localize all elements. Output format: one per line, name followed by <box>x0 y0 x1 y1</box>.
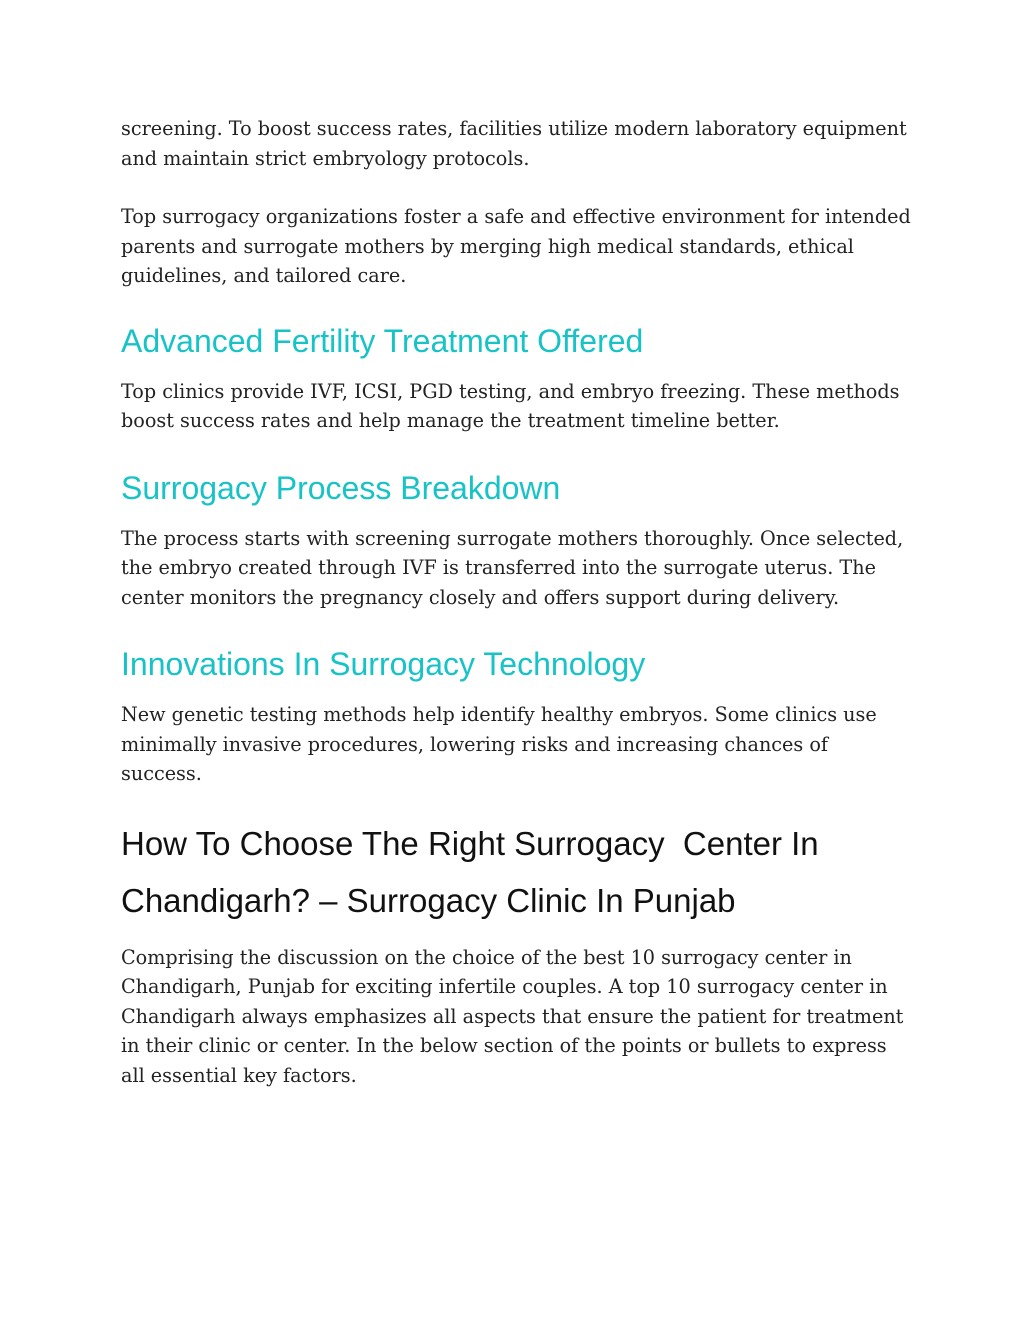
paragraph-innovations: New genetic testing methods help identify healthy embryos. Some clinics use minimally invasive procedures, lowering risks and increasing chances of success. <box>121 703 877 785</box>
paragraph-fertility-treatments: Top clinics provide IVF, ICSI, PGD testing, and embryo freezing. These methods boost success rates and help manage the treatment timeline better. <box>121 379 900 432</box>
heading-how-to-choose: How To Choose The Right Surrogacy Center In Chandigarh? – Surrogacy Clinic In Punjab <box>121 824 828 919</box>
paragraph-lab-equipment: screening. To boost success rates, facilities utilize modern laboratory equipment and maintain strict embryology protocols. <box>121 117 907 170</box>
paragraph-top-organizations: Top surrogacy organizations foster a safe and effective environment for intended parents and surrogate mothers by merging high medical standards, ethical guidelines, and tailored care. <box>121 205 911 287</box>
paragraph-surrogacy-process: The process starts with screening surrogate mothers thoroughly. Once selected, the embryo created through IVF is transferred into the surrogate uterus. The center monitors the pregnancy closely and offers support during delivery. <box>121 526 904 609</box>
heading-surrogacy-process: Surrogacy Process Breakdown <box>121 469 561 506</box>
document-body <box>121 114 911 1090</box>
heading-advanced-fertility-treatment: Advanced Fertility Treatment Offered <box>121 322 644 359</box>
heading-innovations: Innovations In Surrogacy Technology <box>121 646 646 682</box>
paragraph-choice-discussion: Comprising the discussion on the choice of the best 10 surrogacy center in Chandigarh, Punjab for exciting infertile couples. A top 10 surrogacy center in Chandigarh always emphasizes all aspects that ensure the patient for treatment in their clinic or center. In the below section of the points or bullets to express all essential key factors. <box>121 945 904 1087</box>
